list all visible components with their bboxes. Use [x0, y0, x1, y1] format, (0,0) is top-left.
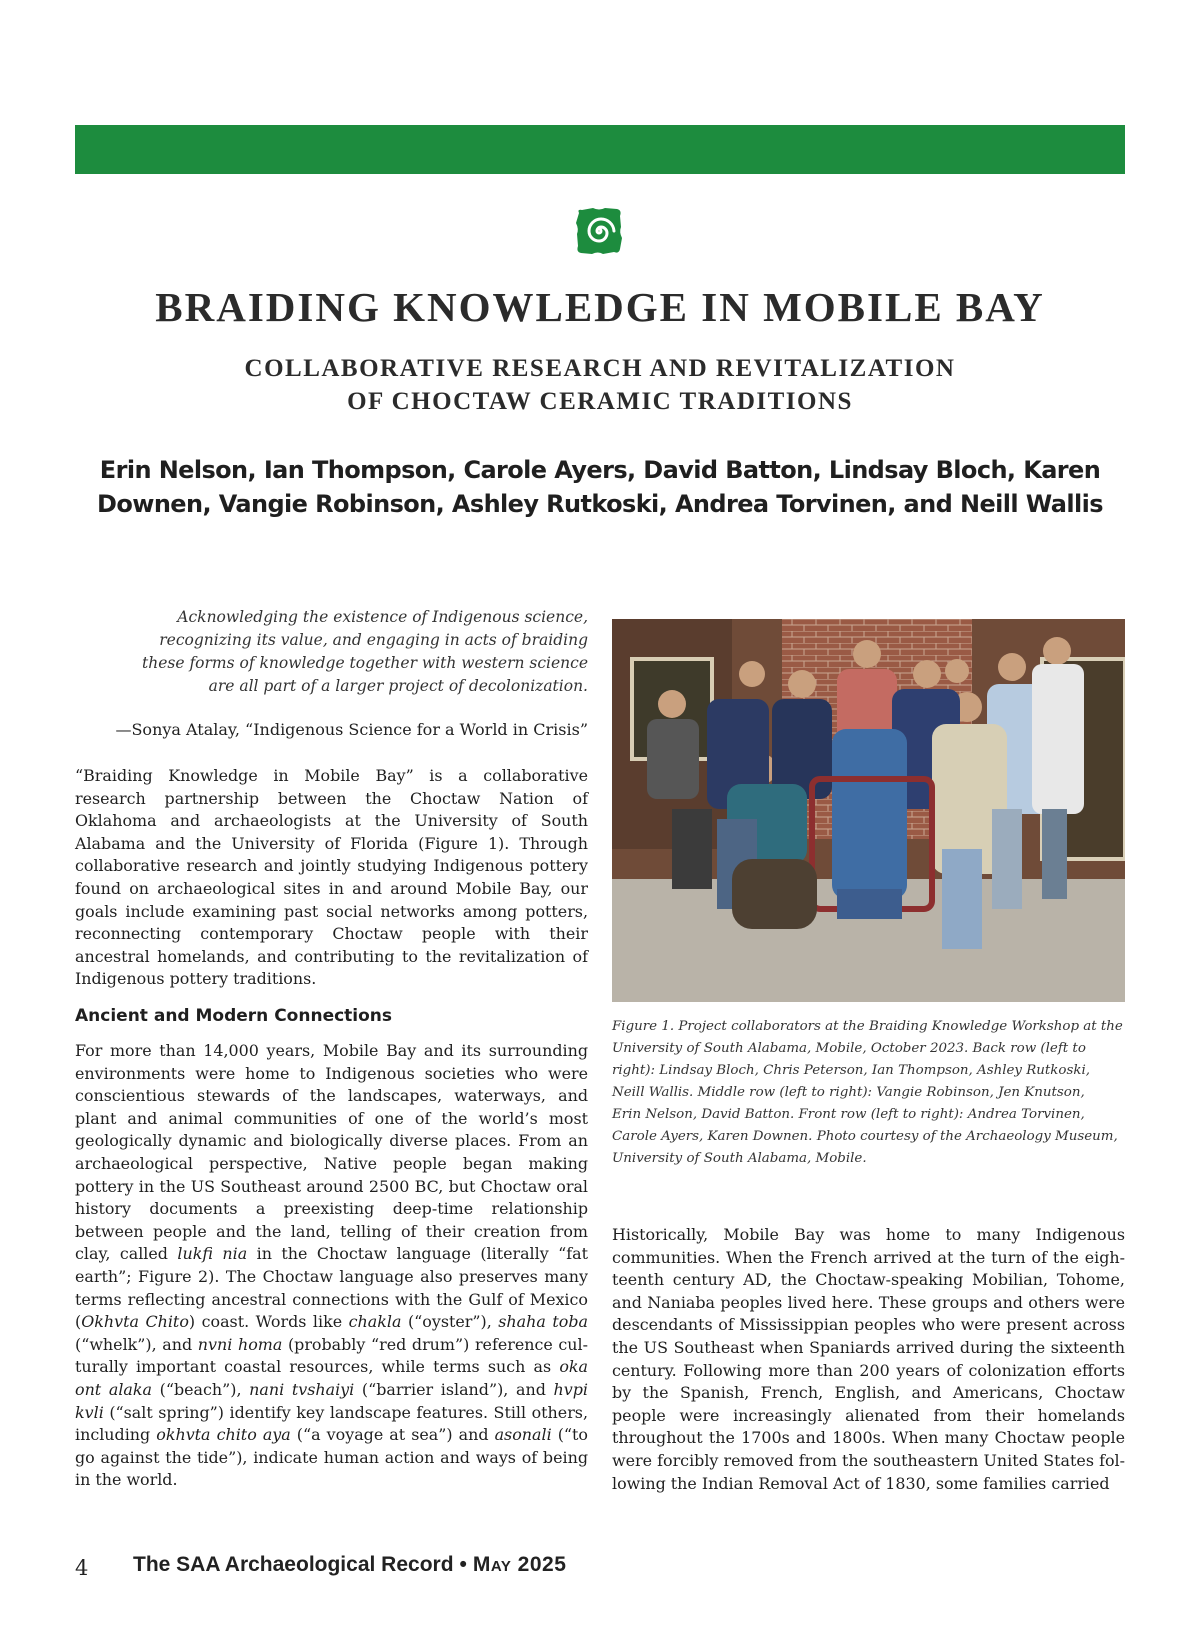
page-number: 4: [75, 1556, 89, 1580]
body-text: (“oyster”),: [401, 1312, 499, 1332]
caption-line: Neill Wallis. Middle row (left to right): Vangie Robinson, Jen Knutson,: [612, 1085, 1085, 1100]
choctaw-term: asonali: [494, 1425, 552, 1445]
article-title: BRAIDING KNOWLEDGE IN MOBILE BAY: [155, 284, 1045, 330]
choctaw-term: shaha toba: [498, 1312, 588, 1332]
intro-paragraph: [75, 765, 588, 991]
right-paragraph: Historically, Mobile Bay was home to many Indigenous communities. When the French arrived at the turn of the eighteenth century AD, the Choctaw-speaking Mobilian, Tohome, and Naniaba peoples lived here. These groups and others were descendants of Mississippian peoples who were present across the US Southeast when Spaniards arrived during the sixteenth century. Following more than 200 years of colonization efforts by the Spanish, French, English, and Americans, Choctaw people were increasingly alienated from their homelands throughout the 1700s and 1800s. When many Choctaw people were forcibly removed from the southeastern United States following the Indian Removal Act of 1830, some families carried: [612, 1225, 1125, 1493]
header-accent-band: [75, 125, 1125, 174]
body-text: (“a voyage at sea”) and: [290, 1425, 495, 1445]
choctaw-term: nani tvshaiyi: [249, 1379, 355, 1399]
choctaw-term: okhvta chito aya: [156, 1425, 291, 1445]
body-text: (“whelk”), and: [75, 1334, 198, 1354]
epigraph-line: are all part of a larger project of decolonization.: [208, 677, 588, 695]
caption-line: Erin Nelson, David Batton. Front row (left to right): Andrea Torvinen,: [612, 1107, 1085, 1122]
epigraph-line: Acknowledging the existence of Indigenous science,: [177, 608, 588, 626]
journal-title: The SAA Archaeological Record: [133, 1553, 454, 1576]
choctaw-term: nvni homa: [197, 1334, 283, 1354]
section-body: [75, 1040, 588, 1492]
issue-date: May 2025: [472, 1553, 567, 1576]
author-line: Downen, Vangie Robinson, Ashley Rutkoski, Andrea Torvinen, and Neill Wallis: [97, 490, 1103, 518]
body-text: (probably “red drum”) reference culturally important coastal resources, while terms such as: [75, 1334, 588, 1377]
intro-text: “Braiding Knowledge in Mobile Bay” is a collaborative research partnership between the Choctaw Nation of Oklahoma and archaeologists at the University of South Alabama and the University of Florida (Figure 1). Through collaborative research and jointly studying Indigenous pottery found on archaeological sites in and around Mobile Bay, our goals include examining past social networks among potters, reconnecting contemporary Choctaw people with their ancestral homelands, and contributing to the revitalization of Indigenous pottery traditions.: [75, 766, 588, 989]
choctaw-term: lukfi nia: [177, 1244, 248, 1264]
choctaw-term: chakla: [348, 1312, 402, 1332]
bullet-separator: •: [459, 1553, 467, 1576]
author-list: [75, 453, 1125, 521]
body-text: (“barrier island”), and: [354, 1379, 554, 1399]
spiral-icon: [573, 205, 625, 257]
choctaw-term: oka ont alaka: [75, 1357, 588, 1399]
group-photo: [612, 619, 1125, 1002]
right-column-body: [612, 1224, 1125, 1495]
journal-name: [133, 1553, 566, 1577]
body-text: For more than 14,000 years, Mobile Bay and its surrounding environments were home to Indigenous societies who were conscientious stewards of the landscapes, waterways, and plant and animal communities of one of the world’s most geologically dynamic and biologically diverse places. From an archaeological perspective, Native people began making pottery in the US Southeast around 2500 BC, but Choctaw oral history documents a preexisting deep-time relationship between people and the land, telling of their creation from clay, called: [75, 1041, 588, 1264]
choctaw-term: hvpi kvli: [75, 1379, 588, 1422]
epigraph-line: recognizing its value, and engaging in acts of braiding: [159, 631, 588, 649]
epigraph-quote: [120, 606, 588, 698]
author-line: Erin Nelson, Ian Thompson, Carole Ayers, David Batton, Lindsay Bloch, Karen: [99, 456, 1101, 484]
choctaw-term: Okhvta Chito: [81, 1312, 189, 1332]
caption-line: right): Lindsay Bloch, Chris Peterson, Ian Thompson, Ashley Rutkoski,: [612, 1063, 1091, 1078]
epigraph-attribution: —Sonya Atalay, “Indigenous Science for a World in Crisis”: [115, 720, 588, 739]
subtitle-line: OF CHOCTAW CERAMIC TRADITIONS: [347, 388, 853, 415]
body-text: (“beach”),: [151, 1379, 250, 1399]
epigraph-line: these forms of knowledge together with western science: [142, 654, 588, 672]
body-text: in the Choctaw language (literally “fat earth”; Figure 2). The Choctaw language also preserves many terms reflecting ancestral connections with the Gulf of Mexico (: [75, 1244, 589, 1332]
section-paragraph: [75, 1040, 588, 1492]
body-text: (“salt spring”) identify key landscape features. Still others, including: [75, 1402, 588, 1445]
section-heading: Ancient and Modern Connections: [75, 1006, 393, 1026]
caption-line: Figure 1. Project collaborators at the Braiding Knowledge Workshop at the: [612, 1019, 1123, 1034]
subtitle-line: COLLABORATIVE RESEARCH AND REVITALIZATION: [244, 355, 956, 382]
body-text: ) coast. Words like: [188, 1312, 349, 1332]
group-photo-illustration: [612, 619, 1125, 1002]
figure-caption: [612, 1016, 1125, 1170]
caption-line: University of South Alabama, Mobile, October 2023. Back row (left to: [612, 1041, 1086, 1056]
caption-line: University of South Alabama, Mobile.: [612, 1151, 867, 1166]
article-subtitle: [0, 352, 1200, 418]
body-text: (“to go against the tide”), indicate human action and ways of being in the world.: [75, 1425, 588, 1490]
caption-line: Carole Ayers, Karen Downen. Photo courtesy of the Archaeology Museum,: [612, 1129, 1118, 1144]
